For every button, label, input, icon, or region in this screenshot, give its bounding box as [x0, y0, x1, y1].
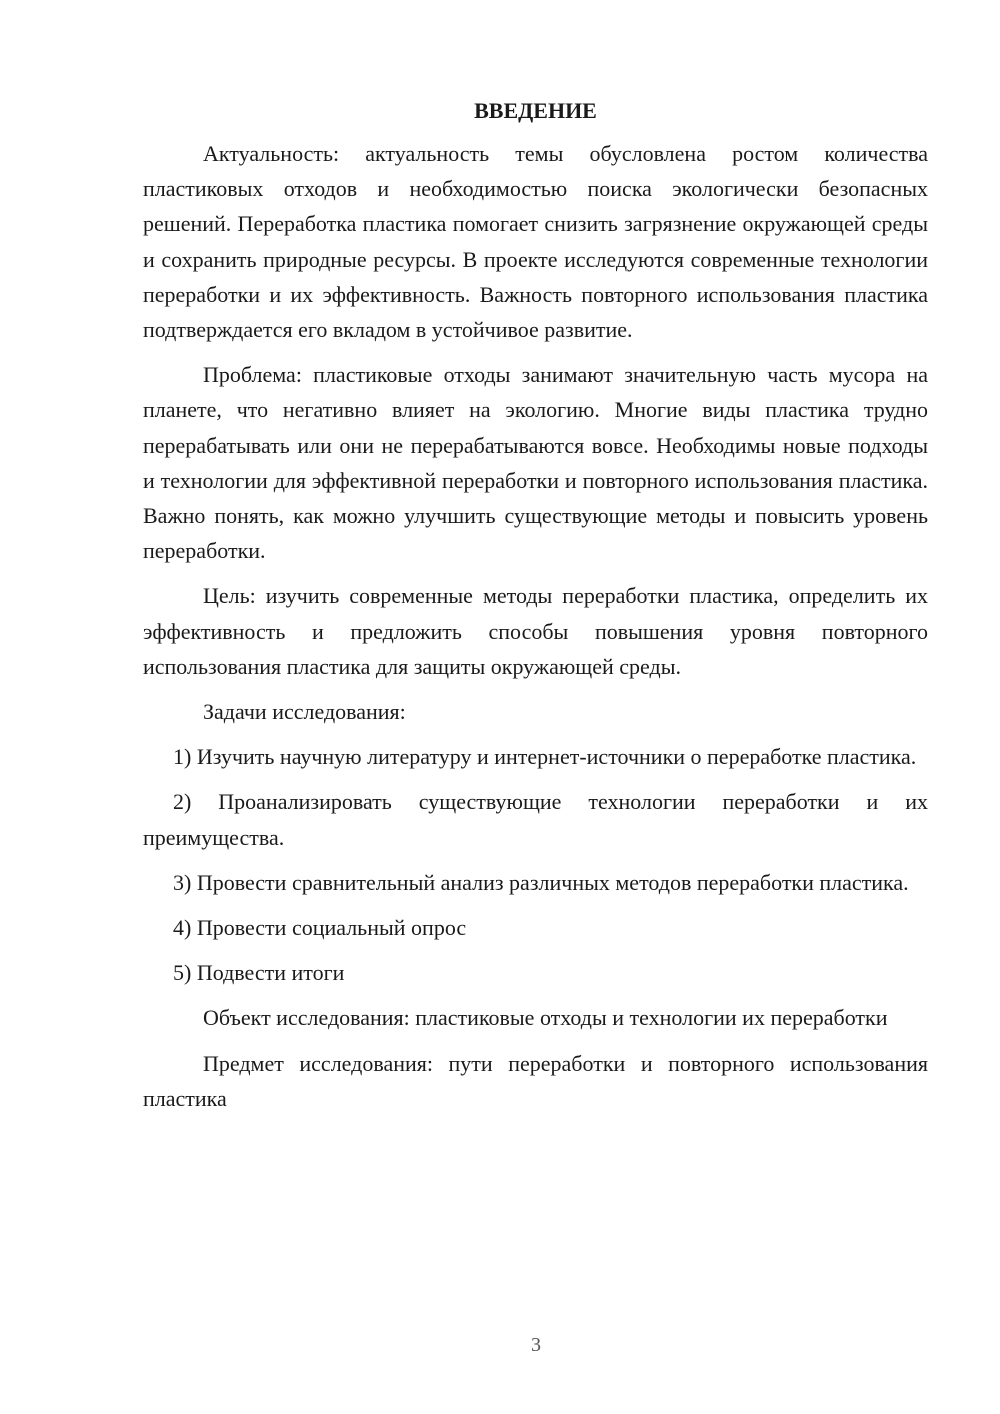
- problem-paragraph: Проблема: пластиковые отходы занимают значительную часть мусора на планете, что негативно влияет на экологию. Многие виды пластика трудно перерабатывать или они не перерабатываются вовсе. Необходимы новые подходы и технологии для эффективной переработки и повторного использования пластика. Важно понять, как можно улучшить существующие методы и повысить уровень переработки.: [143, 362, 928, 564]
- task-item-1: 1) Изучить научную литературу и интернет-источники о переработке пластика.: [173, 744, 917, 770]
- task-item-4: 4) Провести социальный опрос: [173, 915, 467, 941]
- section-heading: ВВЕДЕНИЕ: [474, 98, 597, 123]
- page-number: 3: [531, 1334, 541, 1356]
- relevance-paragraph: Актуальность: актуальность темы обусловлена ростом количества пластиковых отходов и необходимостью поиска экологически безопасных решений. Переработка пластика помогает снизить загрязнение окружающей среды и сохранить природные ресурсы. В проекте исследуются современные технологии переработки и их эффективность. Важность повторного использования пластика подтверждается его вкладом в устойчивое развитие.: [143, 141, 928, 343]
- tasks-heading: Задачи исследования:: [203, 699, 406, 725]
- task-item-3: 3) Провести сравнительный анализ различных методов переработки пластика.: [173, 869, 909, 895]
- subject-paragraph: Предмет исследования: пути переработки и повторного использования пластика: [143, 1050, 928, 1111]
- task-item-5: 5) Подвести итоги: [173, 960, 345, 986]
- object-paragraph: Объект исследования: пластиковые отходы и технологии их переработки: [203, 1005, 888, 1031]
- goal-paragraph: Цель: изучить современные методы переработки пластика, определить их эффективность и предложить способы повышения уровня повторного использования пластика для защиты окружающей среды.: [143, 583, 928, 679]
- task-item-2: 2) Проанализировать существующие технологии переработки и их преимущества.: [143, 789, 928, 850]
- document-page: [143, 96, 928, 1126]
